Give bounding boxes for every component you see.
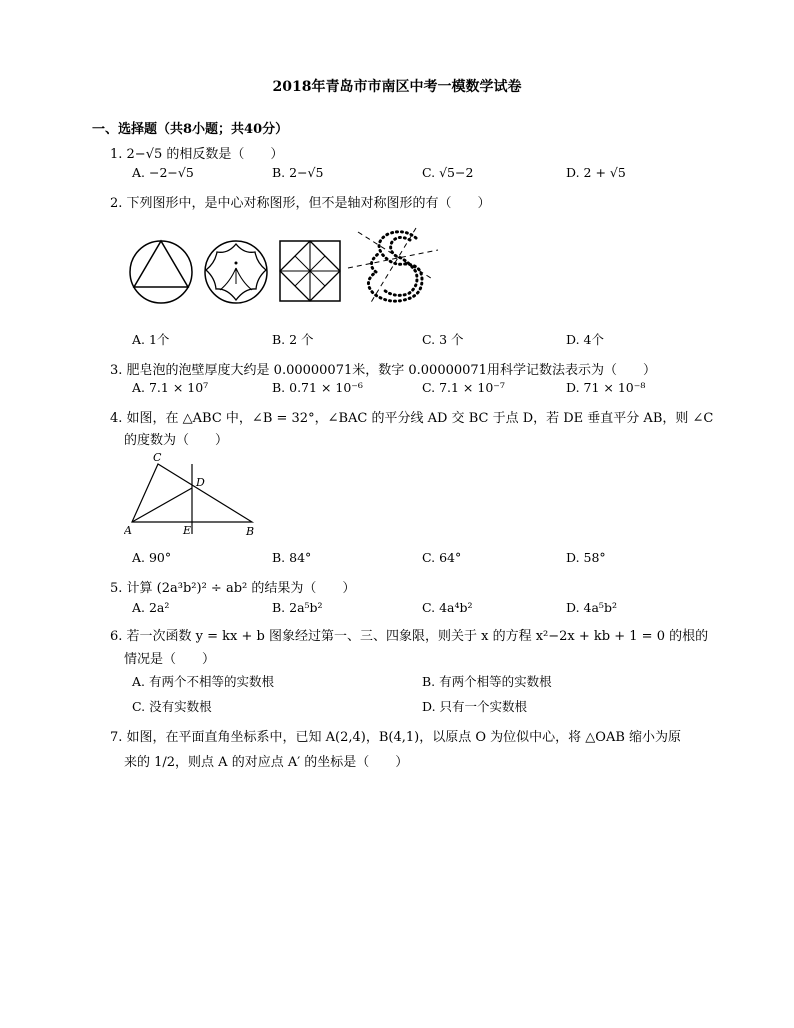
- q4-option-c: C. 64°: [422, 550, 462, 565]
- circle-triangle-figure: [130, 241, 192, 303]
- question-5-stem: 5. 计算 (2a³b²)² ÷ ab² 的结果为（ ）: [110, 581, 356, 596]
- question-4-stem-line2: 的度数为（ ）: [124, 433, 229, 448]
- q5-option-a: A. 2a²: [132, 600, 170, 615]
- q5-option-c: C. 4a⁴b²: [422, 600, 473, 615]
- label-b: B: [246, 525, 255, 538]
- square-diamond-figure: [280, 241, 340, 301]
- q6-option-a: A. 有两个不相等的实数根: [132, 674, 274, 689]
- q5-option-b: B. 2a⁵b²: [272, 600, 323, 615]
- q1-option-b: B. 2−√5: [272, 165, 324, 180]
- question-4-stem-line1: 4. 如图，在 △ABC 中，∠B = 32°，∠BAC 的平分线 AD 交 BC 于点 D，若 DE 垂直平分 AB，则 ∠C: [110, 411, 714, 426]
- question-6-stem-line1: 6. 若一次函数 y = kx + b 图象经过第一、三、四象限，则关于 x 的方程 x²−2x + kb + 1 = 0 的根的: [110, 629, 709, 644]
- question-7-stem-line1: 7. 如图，在平面直角坐标系中，已知 A(2,4)，B(4,1)，以原点 O 为位似中心，将 △OAB 缩小为原: [110, 730, 682, 745]
- q6-option-d: D. 只有一个实数根: [422, 699, 528, 714]
- q4-option-d: D. 58°: [566, 550, 606, 565]
- q1-option-c: C. √5−2: [422, 165, 474, 180]
- question-3-stem: 3. 肥皂泡的泡壁厚度大约是 0.00000071米，数字 0.00000071用科学记数法表示为（ ）: [110, 363, 656, 378]
- q6-option-b: B. 有两个相等的实数根: [422, 674, 552, 689]
- section-heading: 一、选择题（共8小题；共40分）: [92, 122, 289, 137]
- q6-option-c: C. 没有实数根: [132, 699, 212, 714]
- q3-option-d: D. 71 × 10⁻⁸: [566, 380, 646, 395]
- q4-option-b: B. 84°: [272, 550, 312, 565]
- question-7-stem-line2: 来的 1/2，则点 A 的对应点 A′ 的坐标是（ ）: [124, 755, 409, 770]
- q4-option-a: A. 90°: [132, 550, 172, 565]
- q5-option-d: D. 4a⁵b²: [566, 600, 617, 615]
- q4-triangle-figure: [124, 450, 264, 540]
- question-6-stem-line2: 情况是（ ）: [124, 652, 216, 667]
- label-a: A: [124, 524, 132, 537]
- q2-option-a: A. 1个: [132, 332, 170, 347]
- label-e: E: [183, 524, 192, 537]
- scalloped-circle-figure: [205, 241, 267, 303]
- q1-option-a: A. −2−√5: [132, 165, 194, 180]
- question-1-stem: 1. 2−√5 的相反数是（ ）: [110, 147, 284, 162]
- q3-option-c: C. 7.1 × 10⁻⁷: [422, 380, 505, 395]
- q3-option-b: B. 0.71 × 10⁻⁶: [272, 380, 363, 395]
- q1-option-d: D. 2 + √5: [566, 165, 626, 180]
- q2-option-d: D. 4个: [566, 332, 604, 347]
- label-d: D: [196, 476, 205, 489]
- q3-option-a: A. 7.1 × 10⁷: [132, 380, 209, 395]
- q2-option-b: B. 2 个: [272, 332, 314, 347]
- q2-figures: [126, 224, 446, 314]
- dotted-s-figure: [348, 228, 438, 304]
- q2-option-c: C. 3 个: [422, 332, 464, 347]
- page-title: 2018年青岛市市南区中考一模数学试卷: [272, 79, 522, 95]
- label-c: C: [153, 451, 162, 464]
- question-2-stem: 2. 下列图形中，是中心对称图形，但不是轴对称图形的有（ ）: [110, 196, 491, 211]
